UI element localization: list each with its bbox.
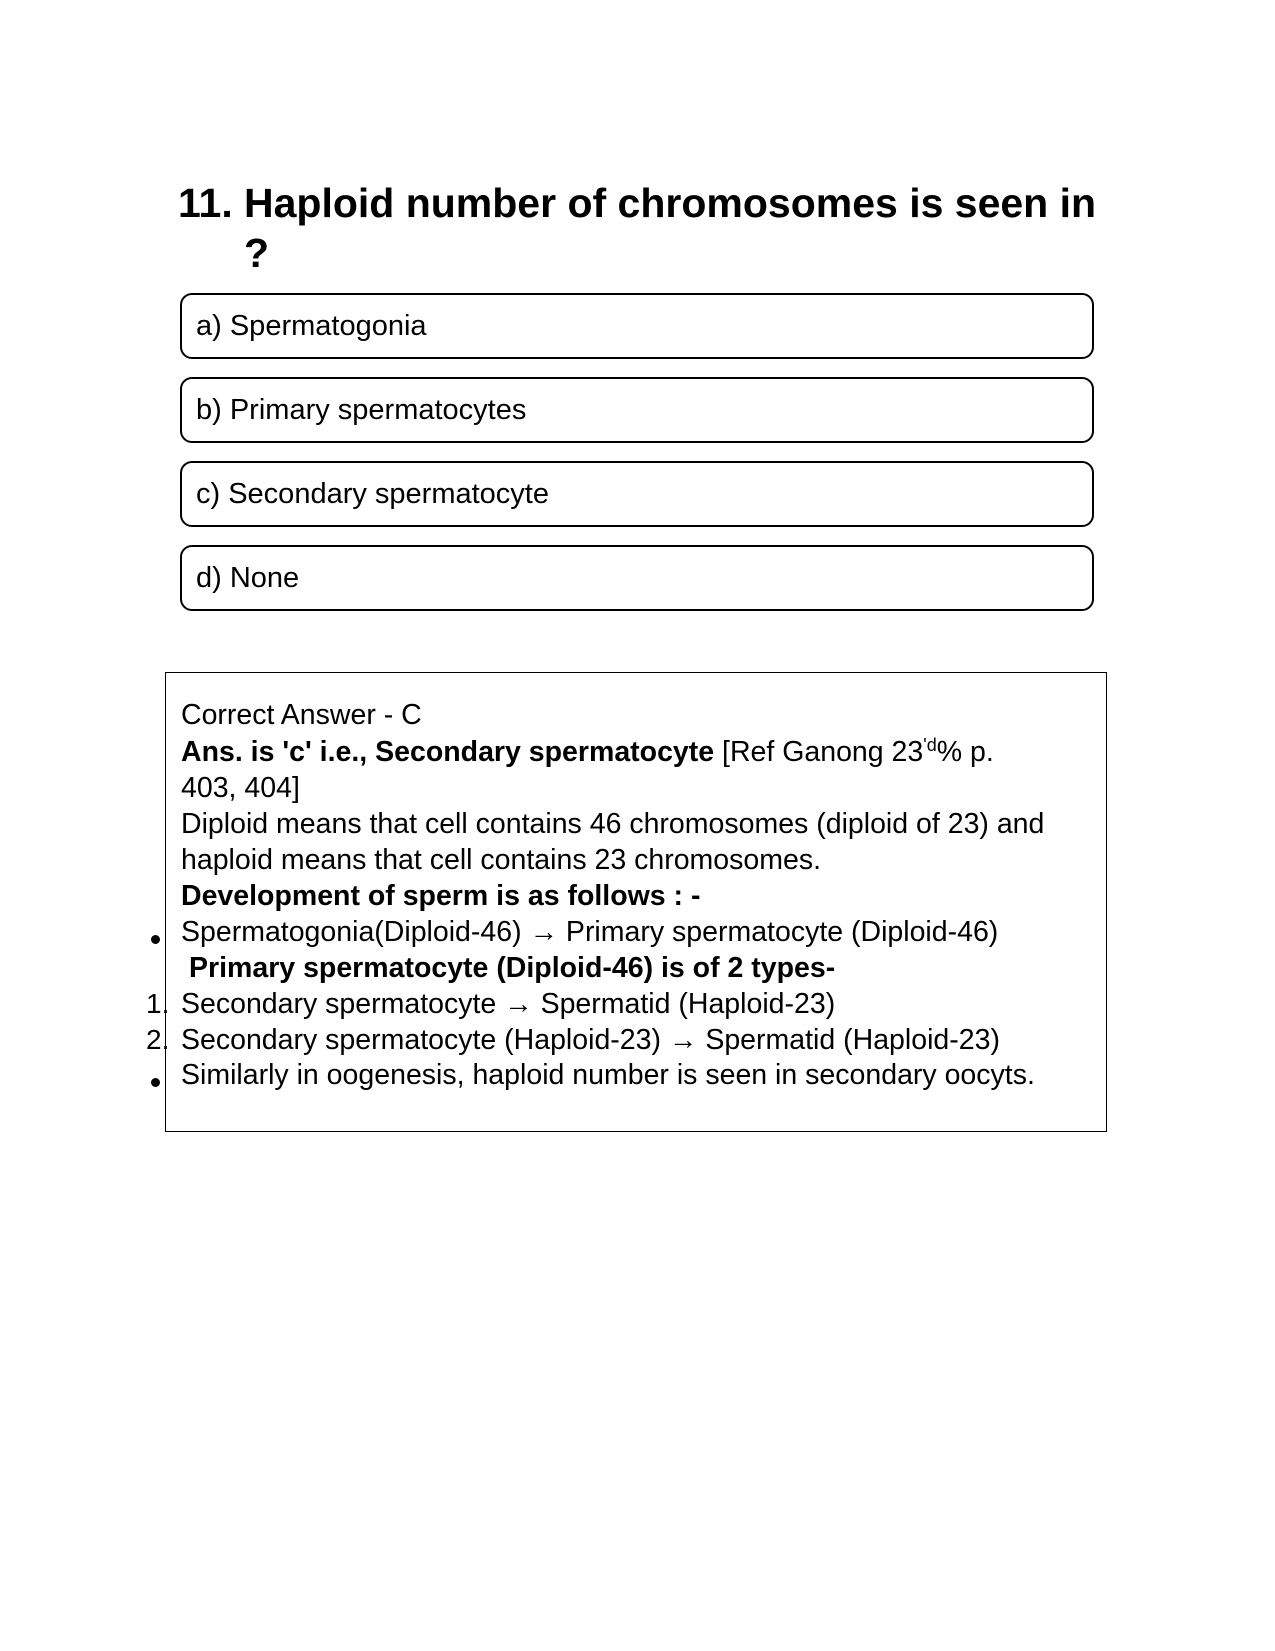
bullet-icon [151, 1078, 160, 1087]
bullet-icon [151, 935, 160, 944]
list-item-1: Secondary spermatocyte → Spermatid (Haploid-23) [181, 988, 836, 1020]
question-heading [178, 178, 1098, 278]
bullet-oogenesis: Similarly in oogenesis, haploid number is seen in secondary oocyts. [181, 1059, 1035, 1091]
answer-statement: Ans. is 'c' i.e., Secondary spermatocyte [181, 736, 715, 768]
question-number: 11. [178, 180, 233, 226]
correct-answer-line: Correct Answer - C [181, 699, 422, 731]
answer-reference-line [181, 734, 994, 770]
diploid-definition-line1: Diploid means that cell contains 46 chromosomes (diploid of 23) and [181, 808, 1045, 840]
option-c[interactable]: c) Secondary spermatocyte [180, 461, 1094, 527]
list-item-2: Secondary spermatocyte (Haploid-23) → Spermatid (Haploid-23) [181, 1024, 1000, 1056]
development-heading: Development of sperm is as follows : - [181, 880, 701, 912]
diploid-definition-line2: haploid means that cell contains 23 chromosomes. [181, 844, 822, 876]
bullet-spermatogonia: Spermatogonia(Diploid-46) → Primary spermatocyte (Diploid-46) [181, 916, 999, 948]
option-a[interactable]: a) Spermatogonia [180, 293, 1094, 359]
list-number-1: 1. [146, 988, 170, 1019]
reference-superscript: 'd [923, 735, 937, 755]
option-d[interactable]: d) None [180, 545, 1094, 611]
question-text: Haploid number of chromosomes is seen in ? [244, 180, 1097, 276]
reference-text: [Ref Ganong 23 [714, 736, 924, 768]
reference-suffix: % p. [936, 736, 994, 768]
list-number-2: 2. [146, 1024, 170, 1055]
option-b[interactable]: b) Primary spermatocytes [180, 377, 1094, 443]
primary-types-heading: Primary spermatocyte (Diploid-46) is of 2 types- [189, 952, 836, 984]
reference-pages: 403, 404] [181, 772, 300, 804]
